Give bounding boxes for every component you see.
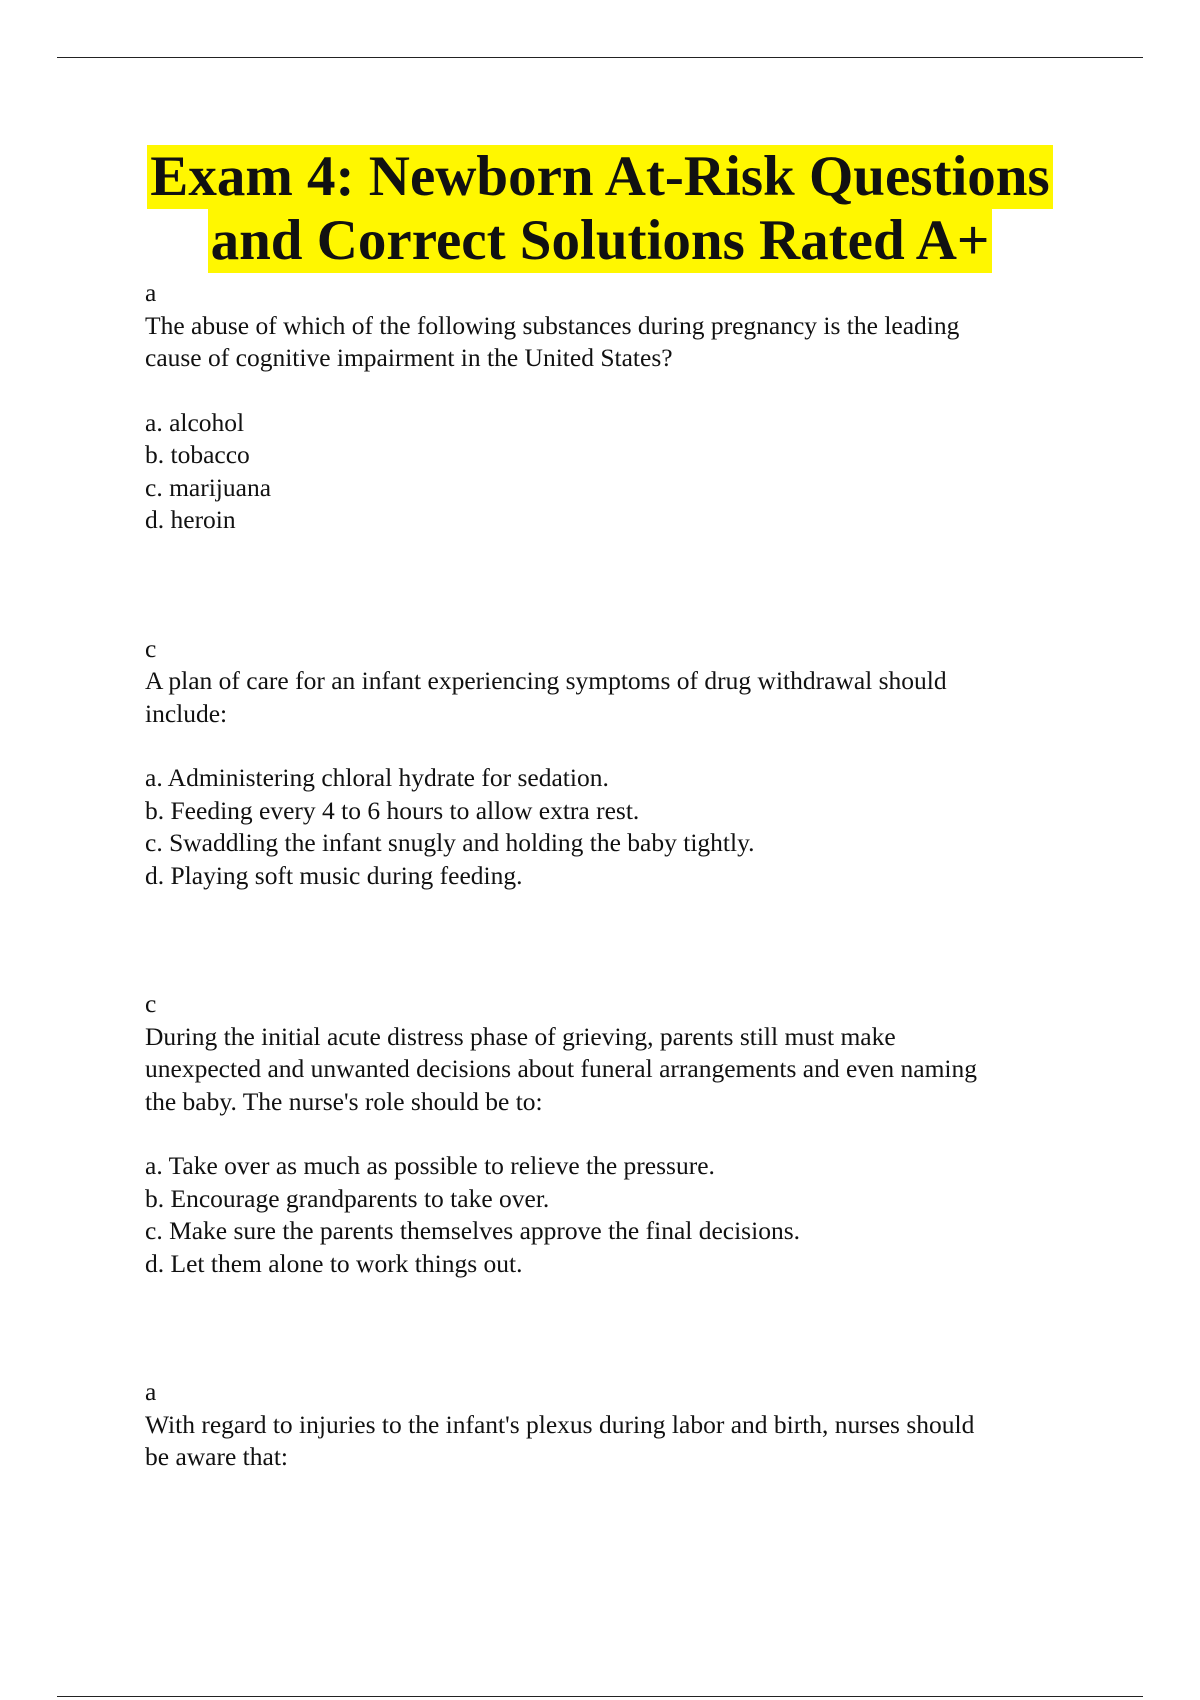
answer-key: c	[145, 633, 157, 663]
question-stem	[145, 1021, 1090, 1119]
option-a: a. alcohol	[145, 407, 245, 437]
option-b: b. Feeding every 4 to 6 hours to allow extra rest.	[145, 795, 640, 825]
option-c: c. Swaddling the infant snugly and holding the baby tightly.	[145, 828, 755, 857]
question-1	[145, 277, 1090, 537]
stem-line: include:	[145, 698, 228, 728]
stem-line: A plan of care for an infant experiencing symptoms of drug withdrawal should	[145, 666, 947, 695]
option-a: a. Administering chloral hydrate for sedation.	[145, 763, 609, 792]
option-c: c. marijuana	[145, 472, 272, 502]
top-rule	[57, 57, 1143, 58]
option-b: b. Encourage grandparents to take over.	[145, 1183, 550, 1213]
stem-line: be aware that:	[145, 1442, 289, 1471]
question-list	[145, 277, 1090, 1474]
title-line-1: Exam 4: Newborn At-Risk Questions	[147, 145, 1052, 209]
page-title	[0, 145, 1200, 273]
option-d: d. heroin	[145, 505, 236, 534]
question-2	[145, 633, 1090, 893]
spacer	[145, 892, 1090, 988]
question-stem	[145, 310, 1090, 375]
answer-key: a	[145, 1377, 157, 1406]
question-stem	[145, 1409, 1090, 1474]
question-3	[145, 988, 1090, 1280]
option-c: c. Make sure the parents themselves approve the final decisions.	[145, 1216, 800, 1245]
stem-line: The abuse of which of the following substances during pregnancy is the leading	[145, 310, 960, 340]
question-4	[145, 1376, 1090, 1474]
spacer	[145, 537, 1090, 633]
option-d: d. Playing soft music during feeding.	[145, 860, 523, 890]
option-list	[145, 407, 1090, 537]
answer-key: a	[145, 278, 157, 307]
title-line-2: and Correct Solutions Rated A+	[208, 209, 993, 273]
option-list	[145, 1150, 1090, 1280]
option-b: b. tobacco	[145, 440, 250, 469]
stem-line: With regard to injuries to the infant's plexus during labor and birth, nurses should	[145, 1409, 975, 1439]
stem-line: the baby. The nurse's role should be to:	[145, 1086, 543, 1116]
stem-line: cause of cognitive impairment in the United States?	[145, 343, 673, 372]
answer-key: c	[145, 989, 157, 1018]
stem-line: During the initial acute distress phase of grieving, parents still must make	[145, 1021, 896, 1051]
option-list	[145, 762, 1090, 892]
spacer	[145, 1280, 1090, 1376]
stem-line: unexpected and unwanted decisions about funeral arrangements and even naming	[145, 1054, 977, 1083]
option-a: a. Take over as much as possible to relieve the pressure.	[145, 1151, 715, 1180]
option-d: d. Let them alone to work things out.	[145, 1248, 523, 1278]
question-stem	[145, 665, 1090, 730]
bottom-rule	[57, 1696, 1143, 1697]
